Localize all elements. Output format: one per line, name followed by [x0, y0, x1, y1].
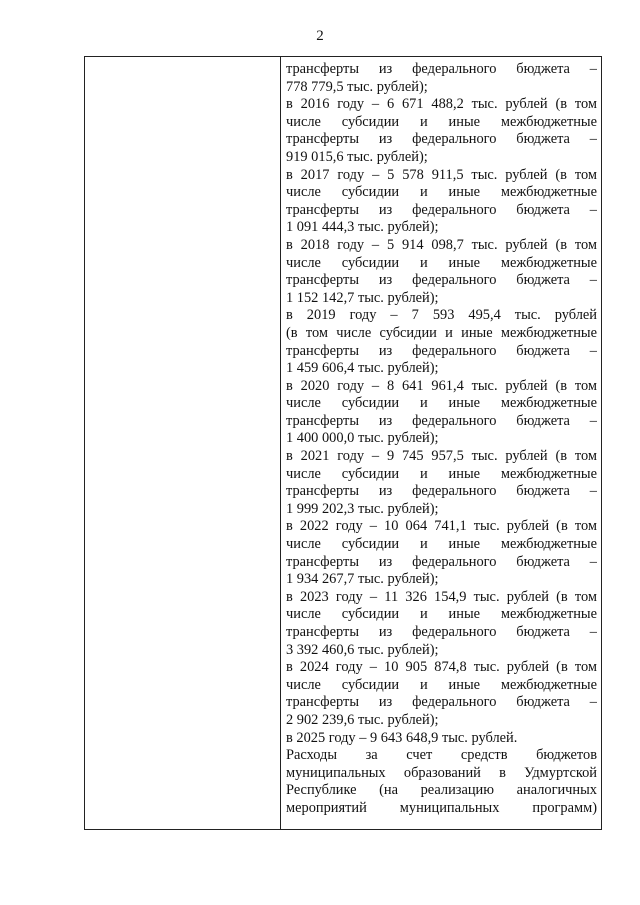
text-line: в 2025 году – 9 643 648,9 тыс. рублей.: [286, 729, 518, 746]
text-line: числе субсидии и иные межбюджетные: [286, 536, 597, 553]
text-line: муниципальных образований в Удмуртской: [286, 764, 597, 781]
text-line: числе субсидии и иные межбюджетные: [286, 606, 597, 623]
text-line: трансферты из федерального бюджета –: [286, 694, 597, 711]
text-line: числе субсидии и иные межбюджетные: [286, 184, 597, 201]
table-right-cell: [286, 61, 597, 818]
text-line: числе субсидии и иные межбюджетные: [286, 465, 597, 482]
text-line: трансферты из федерального бюджета –: [286, 624, 597, 640]
text-line: в 2020 году – 8 641 961,4 тыс. рублей (в том: [286, 377, 597, 394]
text-line: в 2018 году – 5 914 098,7 тыс. рублей (в том: [286, 236, 597, 253]
text-line: числе субсидии и иные межбюджетные: [286, 676, 597, 693]
text-line: в 2017 году – 5 578 911,5 тыс. рублей (в том: [286, 166, 597, 183]
page-number: 2: [316, 28, 324, 44]
text-line: в 2024 году – 10 905 874,8 тыс. рублей (в том: [286, 659, 597, 676]
text-line: трансферты из федерального бюджета –: [286, 483, 597, 500]
text-line: 778 779,5 тыс. рублей);: [286, 78, 428, 95]
text-line: трансферты из федерального бюджета –: [286, 201, 597, 218]
text-line: числе субсидии и иные межбюджетные: [286, 395, 597, 412]
text-line: (в том числе субсидии и иные межбюджетные: [286, 324, 597, 341]
text-line: 919 015,6 тыс. рублей);: [286, 148, 428, 165]
text-line: трансферты из федерального бюджета –: [286, 412, 597, 429]
text-line: 1 459 606,4 тыс. рублей);: [286, 360, 439, 377]
text-line: Республике (на реализацию аналогичных: [286, 782, 597, 799]
text-line: 1 934 267,7 тыс. рублей);: [286, 571, 439, 588]
budget-table: [84, 56, 602, 830]
text-line: мероприятий муниципальных программ): [286, 799, 597, 816]
text-line: 1 152 142,7 тыс. рублей);: [286, 289, 439, 306]
text-line: 1 999 202,3 тыс. рублей);: [286, 500, 439, 517]
text-line: трансферты из федерального бюджета –: [286, 553, 597, 570]
text-line: в 2016 году – 6 671 488,2 тыс. рублей (в том: [286, 96, 597, 113]
text-line: трансферты из федерального бюджета –: [286, 131, 597, 148]
text-line: в 2019 году – 7 593 495,4 тыс. рублей: [286, 307, 597, 324]
text-line: 1 091 444,3 тыс. рублей);: [286, 219, 439, 236]
text-line: 2 902 239,6 тыс. рублей);: [286, 711, 439, 728]
table-left-cell: [85, 57, 280, 829]
text-line: Расходы за счет средств бюджетов: [286, 747, 597, 764]
text-line: числе субсидии и иные межбюджетные: [286, 113, 597, 130]
text-line: 3 392 460,6 тыс. рублей);: [286, 641, 439, 658]
text-line: трансферты из федерального бюджета –: [286, 342, 597, 359]
text-line: числе субсидии и иные межбюджетные: [286, 254, 597, 271]
text-line: в 2022 году – 10 064 741,1 тыс. рублей (в том: [286, 518, 597, 535]
column-divider: [280, 57, 281, 829]
text-line: в 2023 году – 11 326 154,9 тыс. рублей (в том: [286, 588, 597, 605]
text-line: трансферты из федерального бюджета –: [286, 61, 597, 77]
text-line: 1 400 000,0 тыс. рублей);: [286, 430, 439, 447]
text-line: трансферты из федерального бюджета –: [286, 272, 597, 289]
text-line: в 2021 году – 9 745 957,5 тыс. рублей (в том: [286, 448, 597, 465]
